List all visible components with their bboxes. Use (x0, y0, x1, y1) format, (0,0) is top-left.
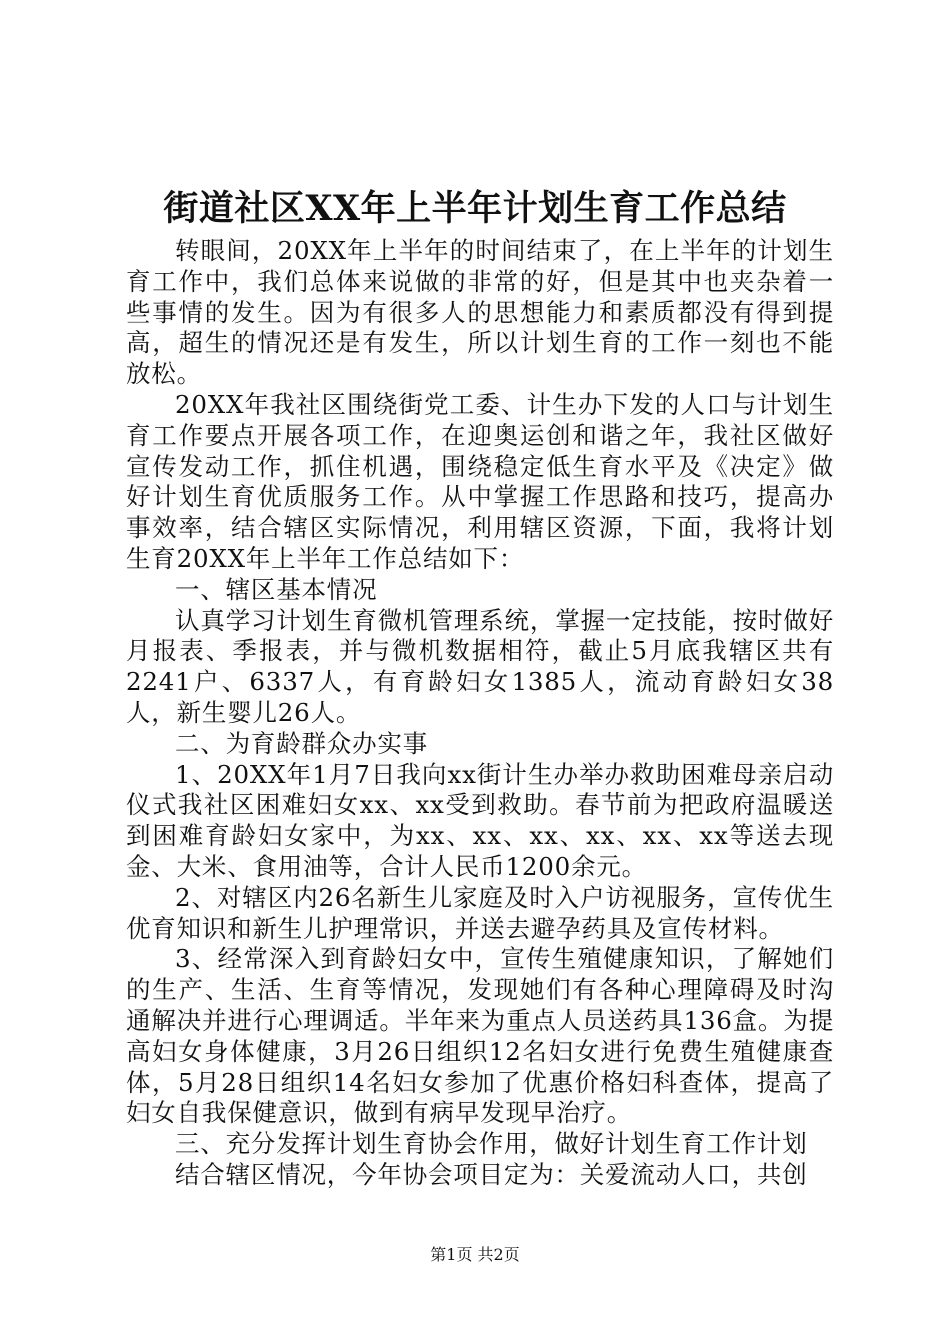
page-footer: 第1页 共2页 (430, 1245, 520, 1264)
section-heading-2: 二、为育龄群众办实事 (175, 728, 428, 758)
paragraph-item-1: 1、20XX年1月7日我向xx街计生办举办救助困难母亲启动仪式我社区困难妇女xx、xx受到救助。春节前为把政府温暖送到困难育龄妇女家中，为xx、xx、xx、xx、xx、xx等送去现金、大米、食用油等，合计人民币1200余元。 (126, 759, 834, 881)
section-heading-1: 一、辖区基本情况 (175, 574, 378, 604)
paragraph-item-3: 3、经常深入到育龄妇女中，宣传生殖健康知识，了解她们的生产、生活、生育等情况，发现她们有各种心理障碍及时沟通解决并进行心理调适。半年来为重点人员送药具136盒。为提高妇女身体健康，3月26日组织12名妇女进行免费生殖健康查体，5月28日组织14名妇女参加了优惠价格妇科查体，提高了妇女自我保健意识，做到有病早发现早治疗。 (126, 944, 834, 1128)
paragraph-overview: 20XX年我社区围绕街党工委、计生办下发的人口与计划生育工作要点开展各项工作，在迎奥运创和谐之年，我社区做好宣传发动工作，抓住机遇，围绕稳定低生育水平及《决定》做好计划生育优质服务工作。从中掌握工作思路和技巧，提高办事效率，结合辖区实际情况，利用辖区资源，下面，我将计划生育20XX年上半年工作总结如下： (126, 389, 834, 573)
document-body (126, 236, 834, 1191)
paragraph-basic-info: 认真学习计划生育微机管理系统，掌握一定技能，按时做好月报表、季报表，并与微机数据相符，截止5月底我辖区共有2241户、6337人，有育龄妇女1385人，流动育龄妇女38人，新生婴儿26人。 (126, 605, 834, 727)
document-title: 街道社区XX年上半年计划生育工作总结 (163, 188, 787, 229)
paragraph-intro: 转眼间，20XX年上半年的时间结束了，在上半年的计划生育工作中，我们总体来说做的非常的好，但是其中也夹杂着一些事情的发生。因为有很多人的思想能力和素质都没有得到提高，超生的情况还是有发生，所以计划生育的工作一刻也不能放松。 (126, 236, 834, 389)
paragraph-item-2: 2、对辖区内26名新生儿家庭及时入户访视服务，宣传优生优育知识和新生儿护理常识，并送去避孕药具及宣传材料。 (126, 882, 834, 943)
paragraph-association: 结合辖区情况，今年协会项目定为：关爱流动人口，共创 (175, 1159, 808, 1189)
section-heading-3: 三、充分发挥计划生育协会作用，做好计划生育工作计划 (175, 1129, 808, 1159)
